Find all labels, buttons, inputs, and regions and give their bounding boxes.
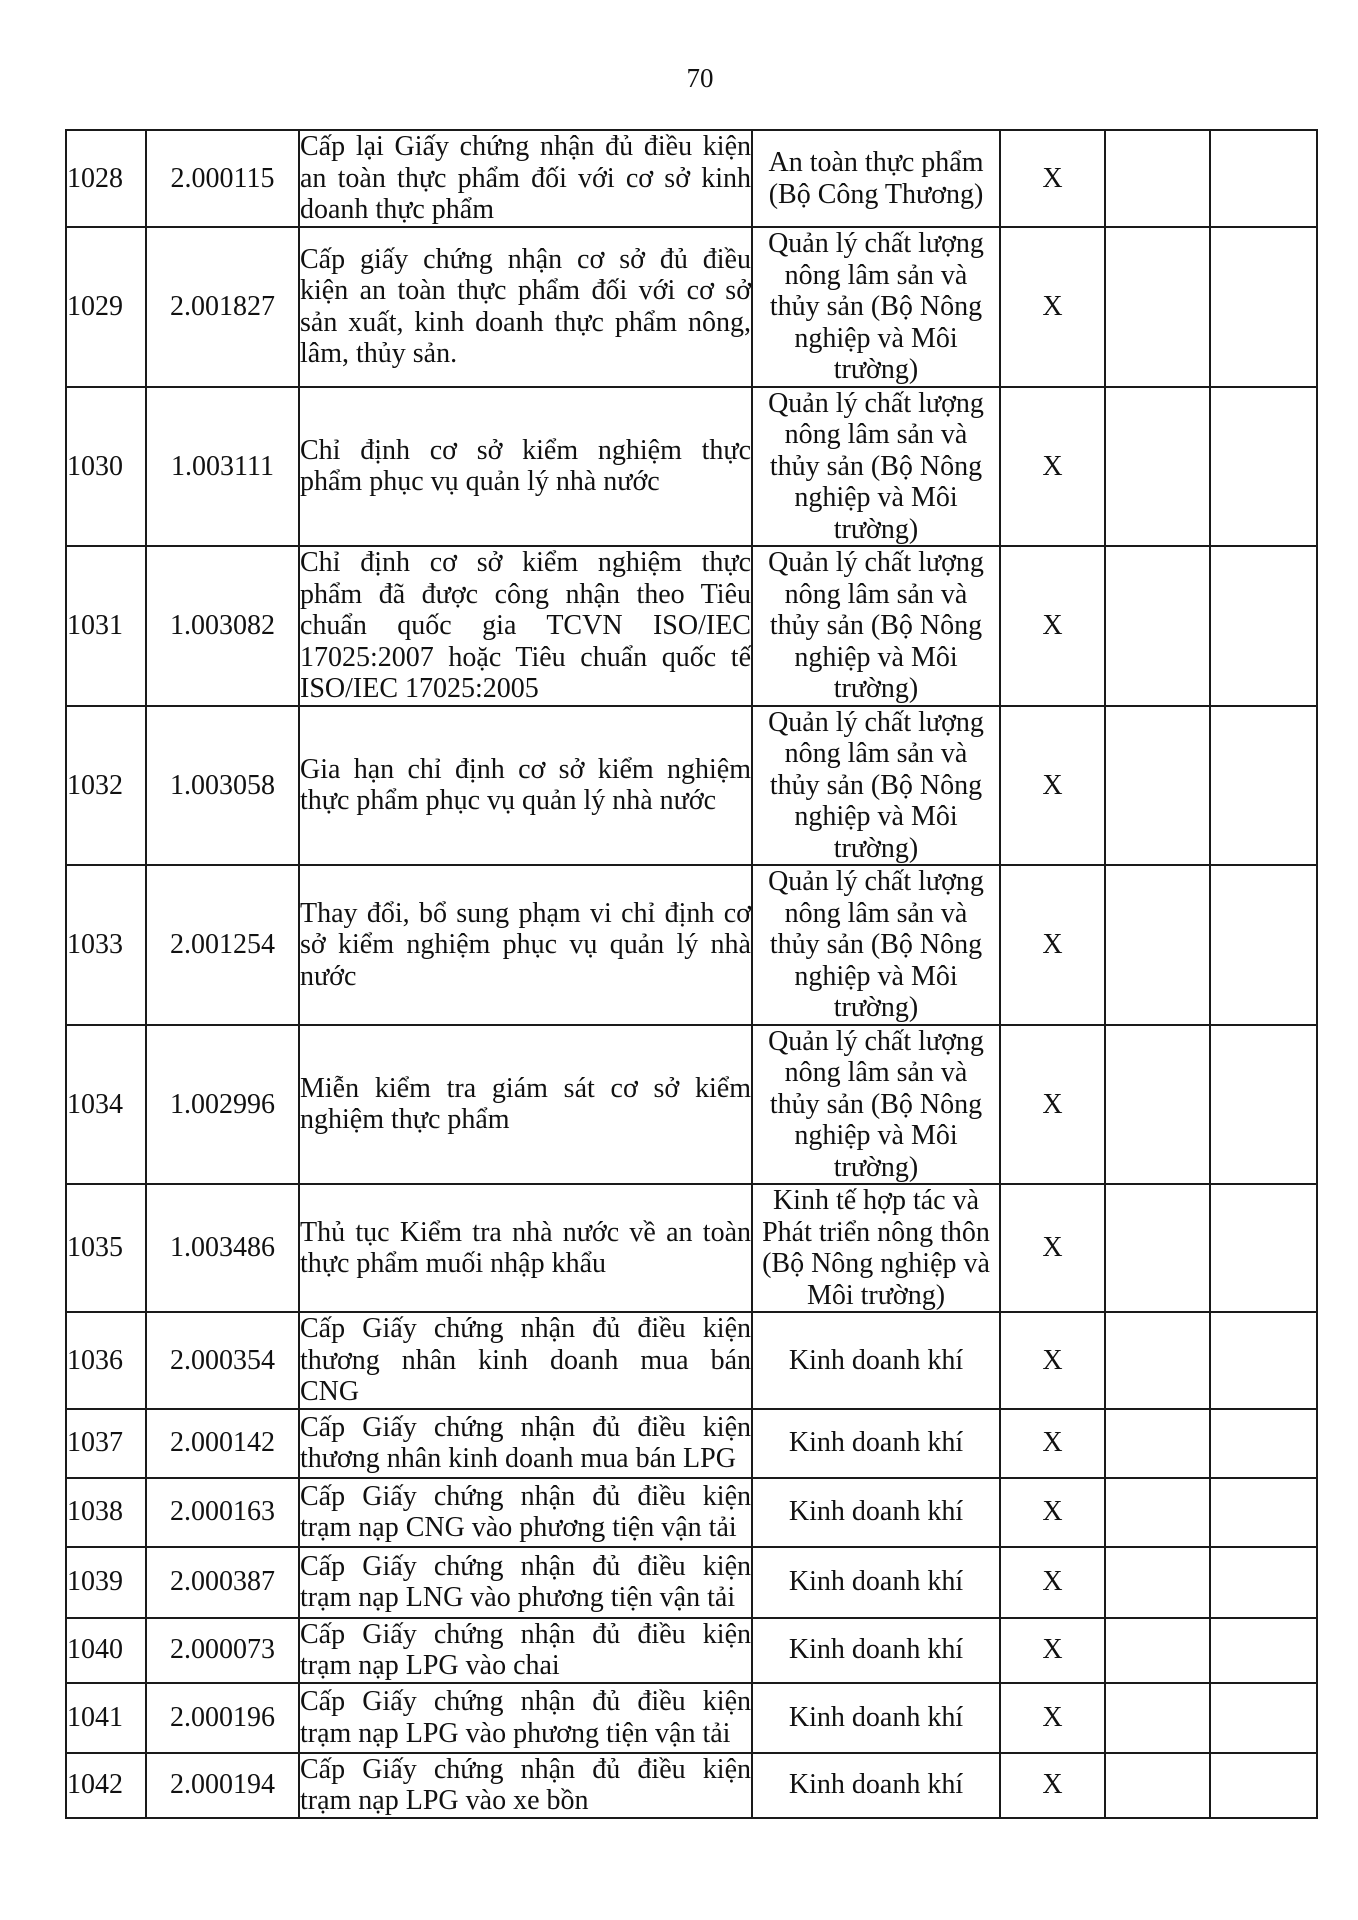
procedure-name-line: thực phẩm muối nhập khẩu — [300, 1248, 607, 1279]
cell-empty-7 — [1210, 387, 1317, 547]
procedure-name-line: Cấp Giấy chứng nhận đủ điều kiện — [300, 1313, 751, 1344]
procedure-name-line: Thay đổi, bổ sung phạm vi chỉ định cơ — [300, 897, 751, 929]
procedure-name-line: 17025:2007 hoặc Tiêu chuẩn quốc tế — [300, 641, 751, 673]
page-number — [66, 62, 1358, 94]
cell-empty-7 — [1210, 1312, 1317, 1409]
procedure-name-line: trạm nạp LPG vào chai — [300, 1650, 560, 1681]
cell-procedure-name — [299, 1753, 752, 1818]
cell-field — [752, 1618, 1000, 1683]
cell-mark: X — [1000, 130, 1105, 227]
field-line: nghiệp và Môi — [794, 801, 958, 832]
cell-field — [752, 227, 1000, 387]
procedure-name-line: Cấp Giấy chứng nhận đủ điều kiện — [300, 1550, 751, 1582]
table-row — [66, 387, 1317, 547]
cell-empty-6 — [1105, 1025, 1210, 1185]
cell-procedure-name — [299, 1618, 752, 1683]
procedure-name-line: Cấp Giấy chứng nhận đủ điều kiện — [300, 1618, 751, 1650]
cell-field — [752, 1184, 1000, 1312]
procedure-name-line: sở kiểm nghiệm phục vụ quản lý nhà — [300, 929, 751, 960]
field-line: nông lâm sản và — [784, 1057, 968, 1088]
cell-empty-7 — [1210, 1618, 1317, 1683]
field-line: Quản lý chất lượng — [768, 866, 984, 897]
cell-empty-6 — [1105, 227, 1210, 387]
procedure-name-line: kiện an toàn thực phẩm đối với cơ sở — [300, 275, 751, 307]
field-line: nông lâm sản và — [784, 578, 968, 610]
cell-stt: 1030 — [66, 387, 146, 547]
cell-mark: X — [1000, 1683, 1105, 1753]
cell-empty-6 — [1105, 1184, 1210, 1312]
procedure-name-line: ISO/IEC 17025:2005 — [300, 673, 539, 704]
procedure-name-line: lâm, thủy sản. — [300, 338, 458, 370]
cell-stt: 1038 — [66, 1478, 146, 1547]
cell-empty-7 — [1210, 227, 1317, 387]
cell-empty-7 — [1210, 1184, 1317, 1312]
procedure-name-line: phẩm phục vụ quản lý nhà nước — [300, 466, 660, 498]
table-row — [66, 546, 1317, 706]
cell-stt: 1037 — [66, 1409, 146, 1478]
cell-mark: X — [1000, 1409, 1105, 1478]
table-row — [66, 227, 1317, 387]
cell-procedure-name — [299, 1683, 752, 1753]
cell-empty-6 — [1105, 1753, 1210, 1818]
field-line: thủy sản (Bộ Nông — [769, 450, 983, 482]
cell-empty-7 — [1210, 865, 1317, 1025]
procedure-name-line: thương nhân kinh doanh mua bán LPG — [300, 1443, 736, 1474]
cell-stt: 1041 — [66, 1683, 146, 1753]
cell-empty-6 — [1105, 1478, 1210, 1547]
cell-procedure-name — [299, 1547, 752, 1618]
cell-empty-6 — [1105, 1312, 1210, 1409]
field-line: trường) — [833, 354, 919, 385]
cell-mark: X — [1000, 1184, 1105, 1312]
cell-procedure-code: 2.000196 — [146, 1683, 299, 1753]
procedure-name-line: thực phẩm phục vụ quản lý nhà nước — [300, 785, 717, 817]
field-line: trường) — [833, 832, 919, 864]
field-line: Kinh doanh khí — [788, 1701, 964, 1733]
cell-empty-6 — [1105, 1618, 1210, 1683]
field-line: (Bộ Nông nghiệp và — [762, 1248, 990, 1279]
cell-stt: 1028 — [66, 130, 146, 227]
table-row — [66, 1753, 1317, 1818]
cell-empty-7 — [1210, 130, 1317, 227]
procedure-name-line: phẩm đã được công nhận theo Tiêu — [300, 578, 751, 610]
table-row — [66, 130, 1317, 227]
procedure-name-line: Thủ tục Kiểm tra nhà nước về an toàn — [300, 1216, 751, 1248]
cell-field — [752, 1753, 1000, 1818]
field-line: trường) — [833, 513, 919, 545]
cell-mark: X — [1000, 1547, 1105, 1618]
table-row — [66, 865, 1317, 1025]
field-line: thủy sản (Bộ Nông — [769, 1088, 983, 1120]
cell-field — [752, 706, 1000, 866]
field-line: Kinh doanh khí — [788, 1634, 964, 1666]
cell-field — [752, 1312, 1000, 1409]
field-line: trường) — [833, 1151, 919, 1183]
table-row — [66, 1312, 1317, 1409]
table-body — [66, 130, 1317, 1818]
procedure-name-line: Cấp Giấy chứng nhận đủ điều kiện — [300, 1686, 751, 1717]
procedure-name-line: trạm nạp LPG vào phương tiện vận tải — [300, 1717, 731, 1749]
procedure-name-line: Cấp Giấy chứng nhận đủ điều kiện — [300, 1753, 751, 1785]
field-line: nông lâm sản và — [784, 897, 968, 929]
field-line: nghiệp và Môi — [794, 322, 958, 354]
cell-mark: X — [1000, 546, 1105, 706]
cell-empty-7 — [1210, 1753, 1317, 1818]
field-line: thủy sản (Bộ Nông — [769, 610, 983, 641]
cell-procedure-code: 2.000073 — [146, 1618, 299, 1683]
table-row — [66, 706, 1317, 866]
cell-field — [752, 387, 1000, 547]
field-line: Kinh doanh khí — [788, 1769, 964, 1801]
table-row — [66, 1409, 1317, 1478]
field-line: thủy sản (Bộ Nông — [769, 929, 983, 960]
cell-procedure-name — [299, 546, 752, 706]
field-line: Môi trường) — [806, 1279, 946, 1311]
procedure-name-line: chuẩn quốc gia TCVN ISO/IEC — [300, 610, 751, 641]
procedure-name-line: trạm nạp CNG vào phương tiện vận tải — [300, 1512, 737, 1543]
procedure-name-line: sản xuất, kinh doanh thực phẩm nông, — [300, 306, 751, 338]
cell-empty-7 — [1210, 1409, 1317, 1478]
table-row — [66, 1547, 1317, 1618]
cell-procedure-code: 2.001254 — [146, 865, 299, 1025]
cell-empty-6 — [1105, 387, 1210, 547]
cell-procedure-code: 2.000387 — [146, 1547, 299, 1618]
cell-stt: 1036 — [66, 1312, 146, 1409]
cell-procedure-code: 2.000115 — [146, 130, 299, 227]
field-line: Kinh doanh khí — [788, 1344, 964, 1376]
field-line: thủy sản (Bộ Nông — [769, 291, 983, 322]
cell-mark: X — [1000, 706, 1105, 866]
field-line: nghiệp và Môi — [794, 1120, 958, 1151]
field-line: Quản lý chất lượng — [768, 706, 984, 738]
field-line: trường) — [833, 992, 919, 1023]
cell-procedure-code: 2.000142 — [146, 1409, 299, 1478]
field-line: Kinh doanh khí — [788, 1496, 964, 1528]
procedure-name-line: Gia hạn chỉ định cơ sở kiểm nghiệm — [300, 753, 751, 785]
cell-field — [752, 1683, 1000, 1753]
cell-empty-6 — [1105, 130, 1210, 227]
cell-field — [752, 1025, 1000, 1185]
cell-stt: 1035 — [66, 1184, 146, 1312]
procedure-name-line: Miễn kiểm tra giám sát cơ sở kiểm — [300, 1072, 751, 1104]
table-row — [66, 1618, 1317, 1683]
table-row — [66, 1478, 1317, 1547]
field-line: An toàn thực phẩm — [768, 147, 984, 178]
cell-empty-6 — [1105, 1547, 1210, 1618]
cell-procedure-name — [299, 227, 752, 387]
cell-field — [752, 865, 1000, 1025]
procedure-name-line: nghiệm thực phẩm — [300, 1104, 510, 1136]
cell-mark: X — [1000, 865, 1105, 1025]
table-row — [66, 1683, 1317, 1753]
field-line: (Bộ Công Thương) — [768, 178, 984, 210]
cell-procedure-name — [299, 706, 752, 866]
cell-stt: 1031 — [66, 546, 146, 706]
cell-field — [752, 1547, 1000, 1618]
cell-procedure-code: 2.000354 — [146, 1312, 299, 1409]
procedure-name-line: trạm nạp LPG vào xe bồn — [300, 1785, 589, 1816]
procedure-name-line: thương nhân kinh doanh mua bán — [300, 1344, 751, 1376]
procedures-table — [65, 129, 1318, 1819]
field-line: nghiệp và Môi — [794, 960, 958, 992]
page-number-text: 70 — [686, 63, 714, 93]
procedure-name-line: Cấp giấy chứng nhận cơ sở đủ điều — [300, 243, 751, 275]
cell-procedure-code: 2.001827 — [146, 227, 299, 387]
cell-empty-6 — [1105, 1409, 1210, 1478]
field-line: nghiệp và Môi — [794, 641, 958, 673]
cell-stt: 1029 — [66, 227, 146, 387]
field-line: nông lâm sản và — [784, 259, 968, 291]
field-line: Quản lý chất lượng — [768, 1025, 984, 1057]
field-line: nông lâm sản và — [784, 419, 968, 450]
cell-procedure-code: 1.003082 — [146, 546, 299, 706]
cell-mark: X — [1000, 387, 1105, 547]
cell-empty-6 — [1105, 1683, 1210, 1753]
procedure-name-line: an toàn thực phẩm đối với cơ sở kinh — [300, 162, 751, 194]
cell-stt: 1039 — [66, 1547, 146, 1618]
cell-field — [752, 1478, 1000, 1547]
cell-empty-7 — [1210, 1478, 1317, 1547]
cell-procedure-name — [299, 387, 752, 547]
cell-stt: 1042 — [66, 1753, 146, 1818]
cell-procedure-name — [299, 1184, 752, 1312]
cell-procedure-name — [299, 1312, 752, 1409]
procedure-name-line: Chỉ định cơ sở kiểm nghiệm thực — [300, 547, 751, 578]
procedure-name-line: Cấp lại Giấy chứng nhận đủ điều kiện — [300, 131, 751, 163]
table-row — [66, 1184, 1317, 1312]
field-line: Quản lý chất lượng — [768, 387, 984, 419]
cell-empty-6 — [1105, 865, 1210, 1025]
cell-stt: 1033 — [66, 865, 146, 1025]
cell-procedure-code: 1.003111 — [146, 387, 299, 547]
cell-empty-7 — [1210, 706, 1317, 866]
table-row — [66, 1025, 1317, 1185]
field-line: nghiệp và Môi — [794, 482, 958, 513]
cell-empty-7 — [1210, 1025, 1317, 1185]
cell-empty-6 — [1105, 706, 1210, 866]
cell-field — [752, 1409, 1000, 1478]
cell-procedure-code: 2.000194 — [146, 1753, 299, 1818]
cell-procedure-code: 1.003058 — [146, 706, 299, 866]
cell-mark: X — [1000, 1025, 1105, 1185]
cell-empty-7 — [1210, 1683, 1317, 1753]
cell-procedure-name — [299, 1025, 752, 1185]
procedure-name-line: CNG — [300, 1376, 360, 1407]
cell-mark: X — [1000, 227, 1105, 387]
procedure-name-line: doanh thực phẩm — [300, 194, 495, 226]
cell-procedure-code: 2.000163 — [146, 1478, 299, 1547]
cell-mark: X — [1000, 1753, 1105, 1818]
cell-procedure-name — [299, 1409, 752, 1478]
cell-empty-7 — [1210, 1547, 1317, 1618]
cell-mark: X — [1000, 1478, 1105, 1547]
field-line: Phát triển nông thôn — [762, 1216, 990, 1248]
cell-empty-6 — [1105, 546, 1210, 706]
procedure-name-line: Cấp Giấy chứng nhận đủ điều kiện — [300, 1411, 751, 1443]
field-line: Kinh doanh khí — [788, 1566, 964, 1598]
cell-mark: X — [1000, 1618, 1105, 1683]
field-line: nông lâm sản và — [784, 738, 968, 769]
cell-stt: 1032 — [66, 706, 146, 866]
field-line: Kinh doanh khí — [788, 1427, 964, 1459]
field-line: Quản lý chất lượng — [768, 547, 984, 578]
cell-empty-7 — [1210, 546, 1317, 706]
field-line: trường) — [833, 673, 919, 704]
cell-mark: X — [1000, 1312, 1105, 1409]
procedure-name-line: Chỉ định cơ sở kiểm nghiệm thực — [300, 434, 751, 466]
field-line: Quản lý chất lượng — [768, 228, 984, 259]
cell-stt: 1034 — [66, 1025, 146, 1185]
cell-procedure-code: 1.002996 — [146, 1025, 299, 1185]
cell-procedure-name — [299, 130, 752, 227]
procedure-name-line: Cấp Giấy chứng nhận đủ điều kiện — [300, 1480, 751, 1512]
field-line: thủy sản (Bộ Nông — [769, 769, 983, 801]
field-line: Kinh tế hợp tác và — [772, 1185, 980, 1216]
procedure-name-line: nước — [300, 960, 357, 992]
procedure-name-line: trạm nạp LNG vào phương tiện vận tải — [300, 1582, 736, 1613]
cell-procedure-name — [299, 1478, 752, 1547]
cell-procedure-code: 1.003486 — [146, 1184, 299, 1312]
cell-field — [752, 130, 1000, 227]
cell-stt: 1040 — [66, 1618, 146, 1683]
cell-procedure-name — [299, 865, 752, 1025]
cell-field — [752, 546, 1000, 706]
